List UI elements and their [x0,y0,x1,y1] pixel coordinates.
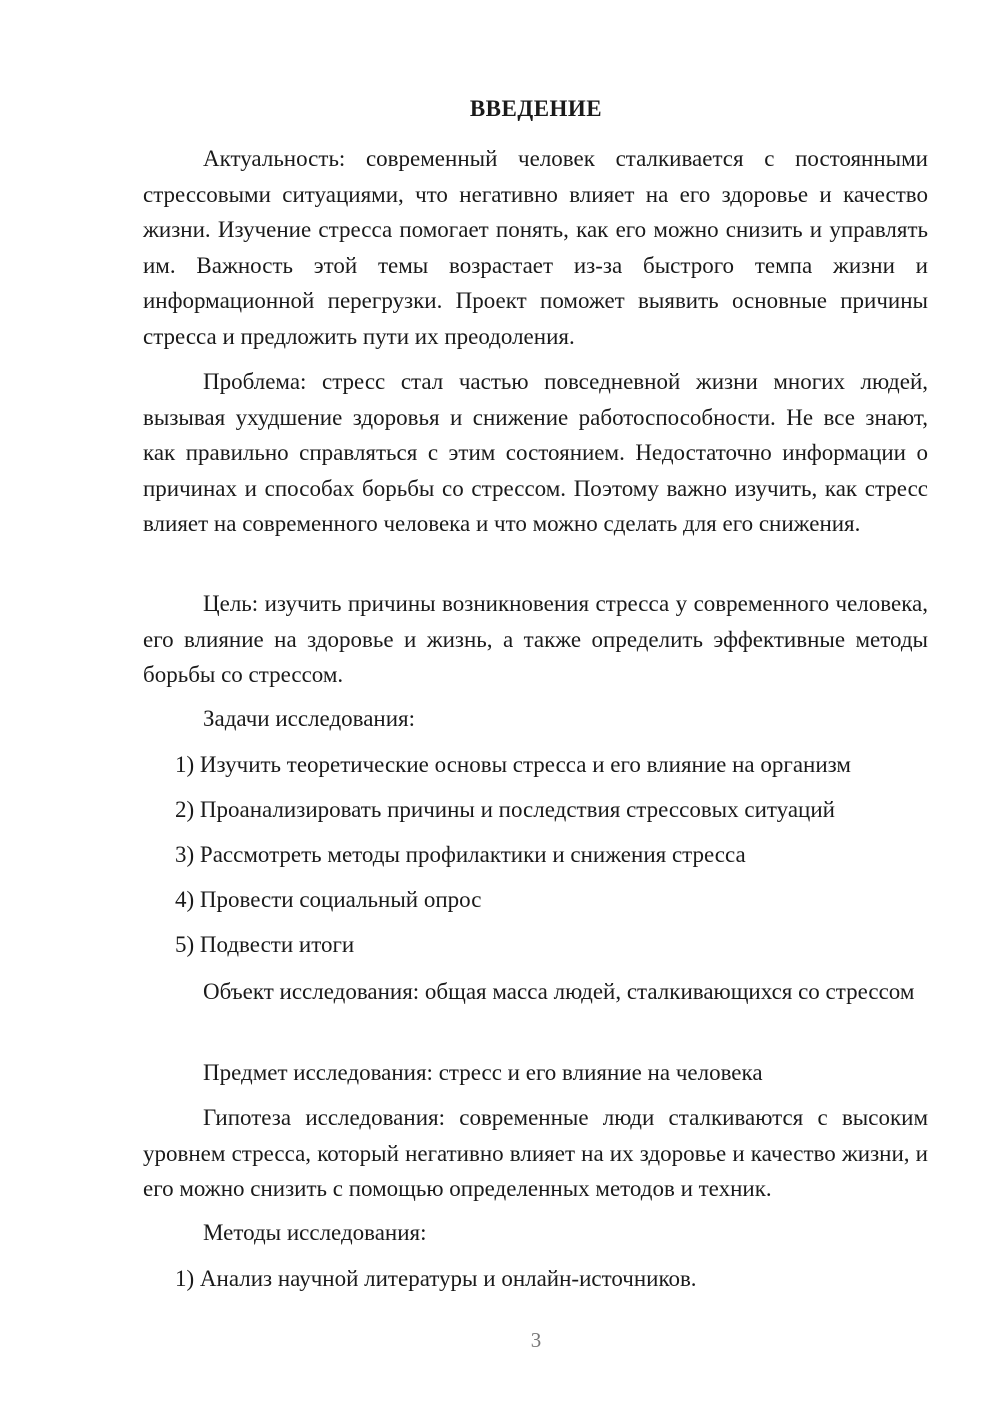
paragraph-subject: Предмет исследования: стресс и его влияние на человека [203,1060,763,1085]
methods-title: Методы исследования: [203,1220,427,1245]
page-number: 3 [530,1328,542,1352]
method-item-1: 1) Анализ научной литературы и онлайн-источников. [175,1266,697,1291]
task-item-2: 2) Проанализировать причины и последствия стрессовых ситуаций [175,797,835,822]
section-heading: ВВЕДЕНИЕ [469,96,603,121]
paragraph-problem: Проблема: стресс стал частью повседневной жизни многих людей, вызывая ухудшение здоровья и снижение работоспособности. Не все знают, как правильно справляться с этим состоянием. Недостаточно информации о причинах и способах борьбы со стрессом. Поэтому важно изучить, как стресс влияет на современного человека и что можно сделать для его снижения. [143,369,928,536]
paragraph-hypothesis: Гипотеза исследования: современные люди сталкиваются с высоким уровнем стресса, который негативно влияет на их здоровье и качество жизни, и его можно снизить с помощью определенных методов и техник. [143,1105,928,1201]
task-item-5: 5) Подвести итоги [175,932,355,957]
task-item-4: 4) Провести социальный опрос [175,887,482,912]
tasks-title: Задачи исследования: [203,706,416,731]
task-item-3: 3) Рассмотреть методы профилактики и снижения стресса [175,842,746,867]
paragraph-relevance: Актуальность: современный человек сталкивается с постоянными стрессовыми ситуациями, что негативно влияет на его здоровье и качество жизни. Изучение стресса помогает понять, как его можно снизить и управлять им. Важность этой темы возрастает из-за быстрого темпа жизни и информационной перегрузки. Проект поможет выявить основные причины стресса и предложить пути их преодоления. [143,146,928,349]
task-item-1: 1) Изучить теоретические основы стресса и его влияние на организм [175,752,851,777]
paragraph-object: Объект исследования: общая масса людей, сталкивающихся со стрессом [203,979,915,1004]
paragraph-goal: Цель: изучить причины возникновения стресса у современного человека, его влияние на здоровье и жизнь, а также определить эффективные методы борьбы со стрессом. [143,591,928,687]
